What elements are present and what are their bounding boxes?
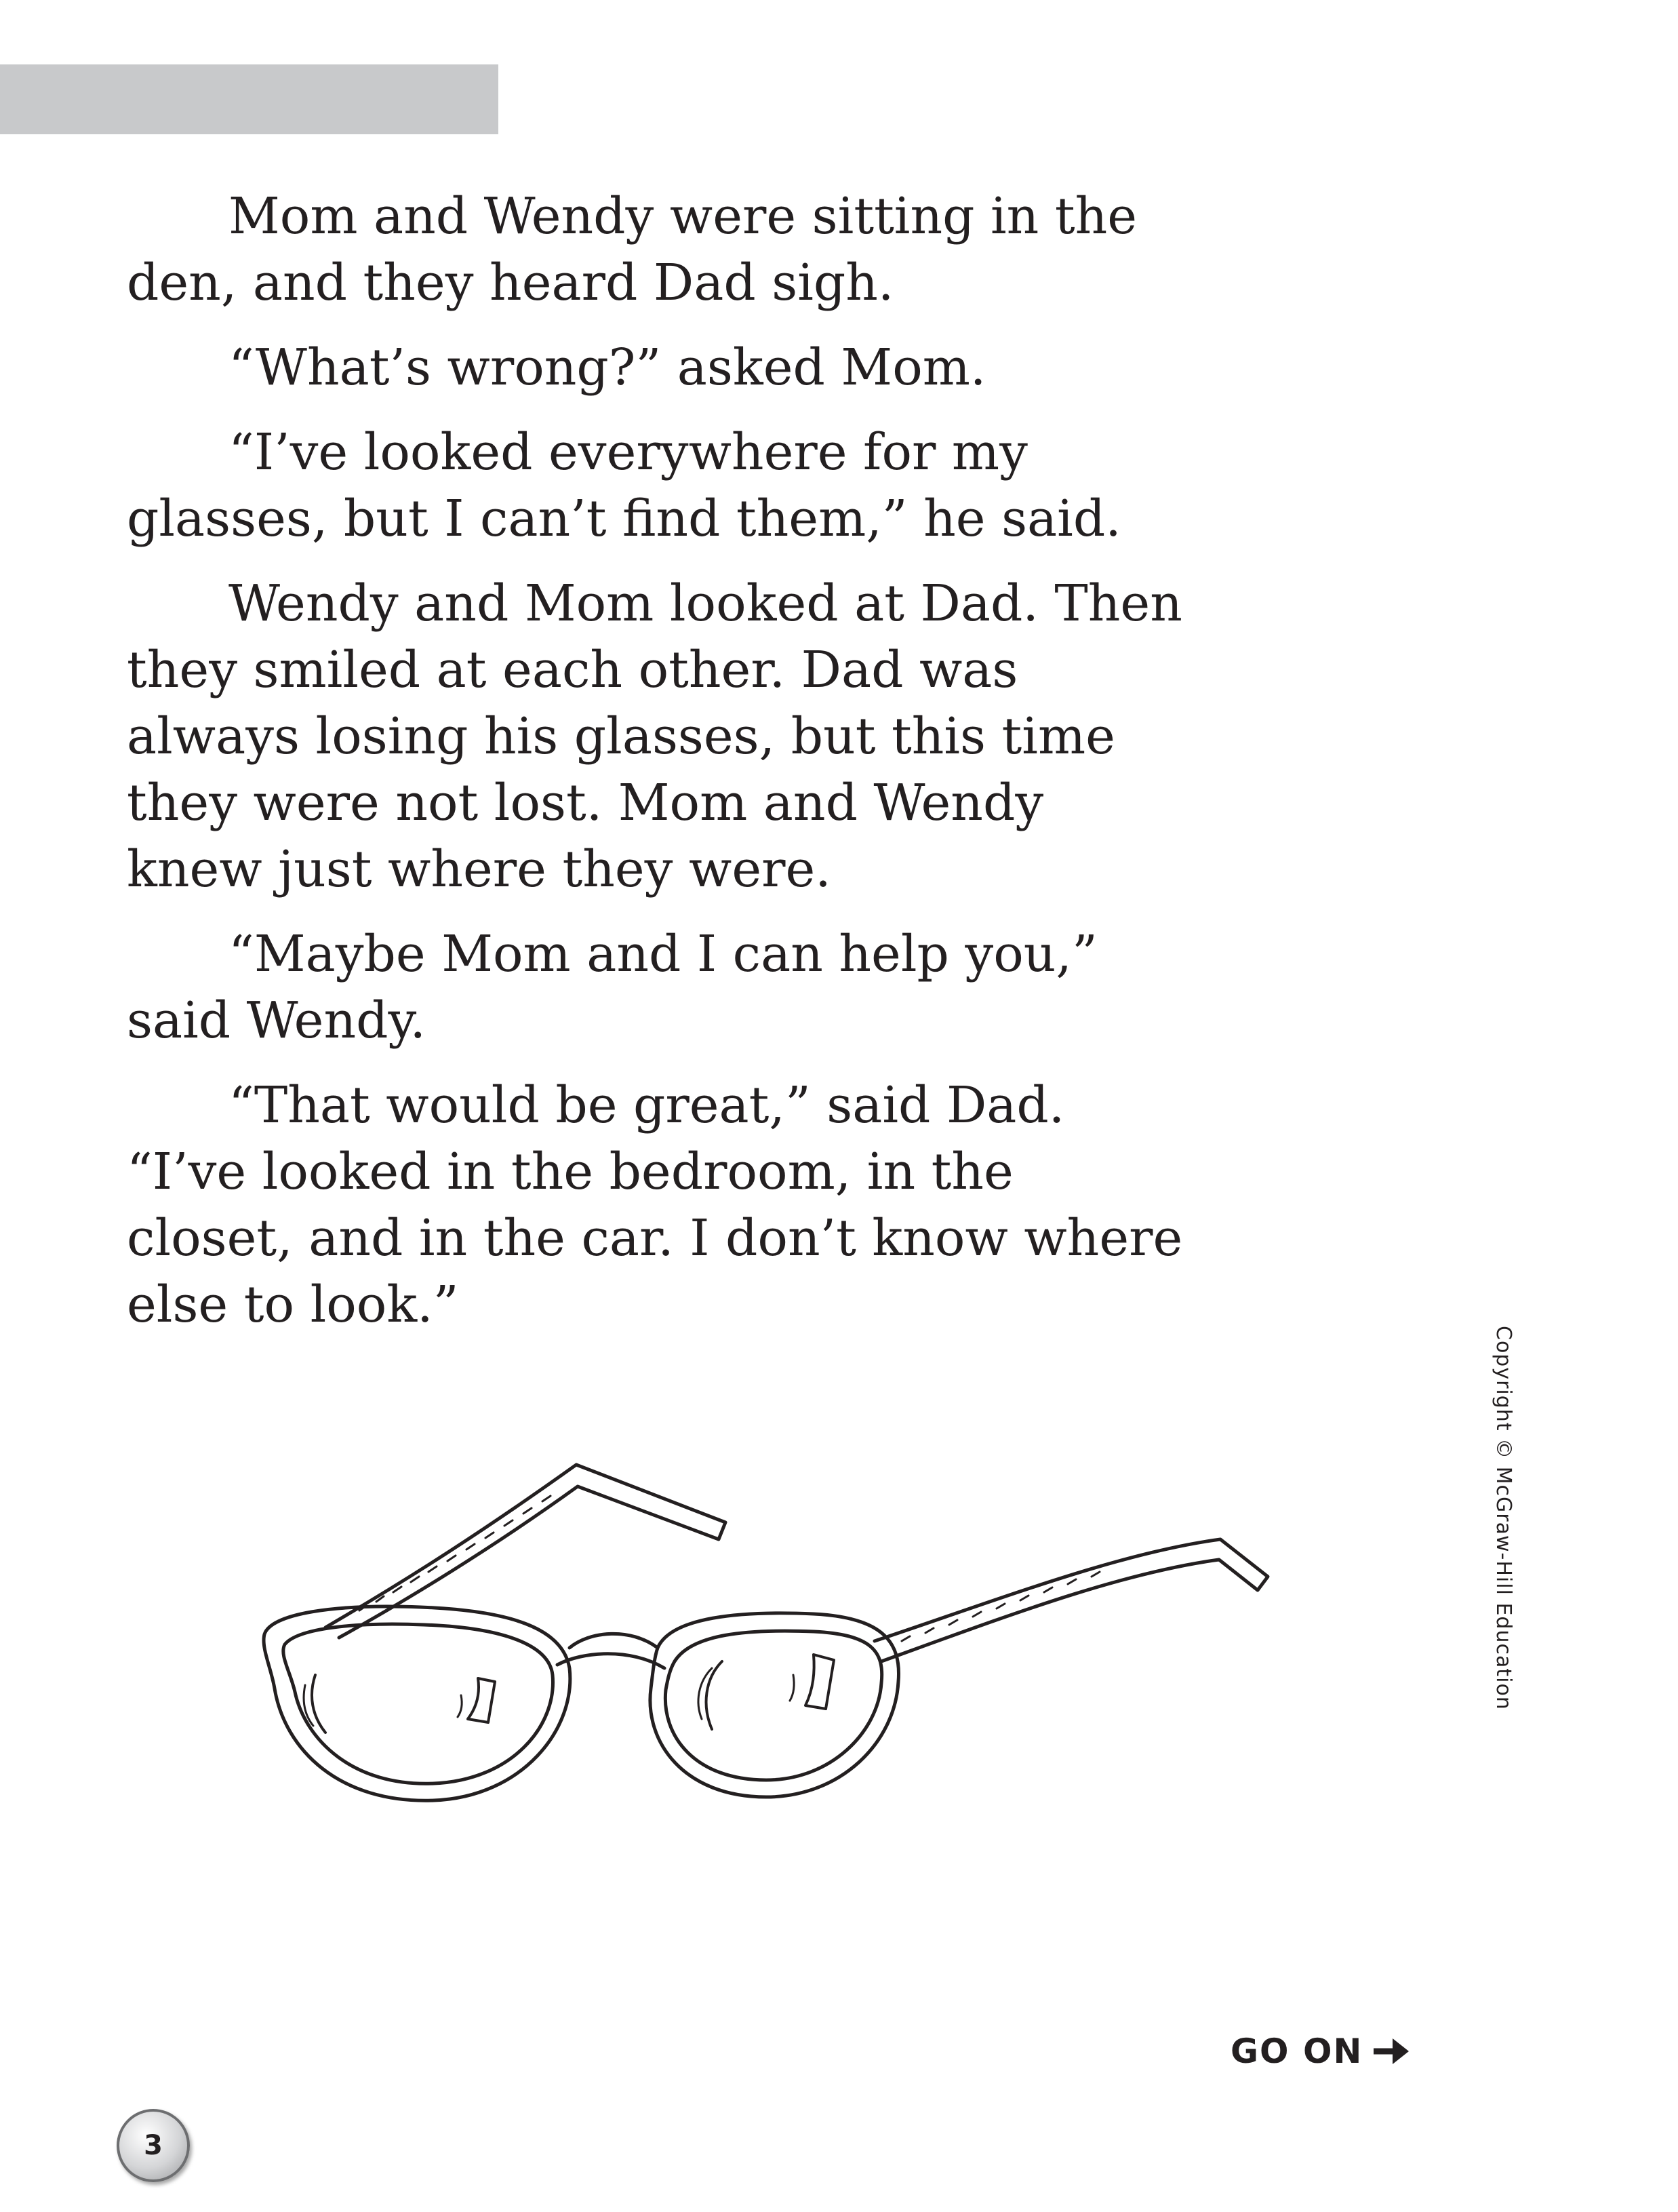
- story-paragraph: Mom and Wendy were sitting in the den, and they heard Dad sigh.: [127, 187, 1138, 312]
- story-paragraph: “Maybe Mom and I can help you,” said Wendy.: [127, 925, 1098, 1050]
- story-paragraph: Wendy and Mom looked at Dad. Then they smiled at each other. Dad was always losing his glasses, but this time they were not lost. Mom and Wendy knew just where they were.: [127, 574, 1182, 898]
- arrow-right-icon: [1371, 2036, 1412, 2067]
- go-on-text: GO ON: [1231, 2032, 1363, 2071]
- go-on-label: [1231, 2028, 1412, 2075]
- eyeglasses-icon: [251, 1444, 1295, 1824]
- header-bar: [0, 64, 498, 134]
- copyright-notice: Copyright © McGraw-Hill Education: [1492, 1326, 1515, 1710]
- story-text: [127, 183, 1184, 1356]
- story-paragraph: “I’ve looked everywhere for my glasses, but I can’t find them,” he said.: [127, 423, 1121, 548]
- story-paragraph: “That would be great,” said Dad. “I’ve looked in the bedroom, in the closet, and in the car. I don’t know where else to look.”: [127, 1076, 1183, 1334]
- page-number: 3: [117, 2109, 190, 2182]
- story-paragraph: “What’s wrong?” asked Mom.: [228, 338, 986, 397]
